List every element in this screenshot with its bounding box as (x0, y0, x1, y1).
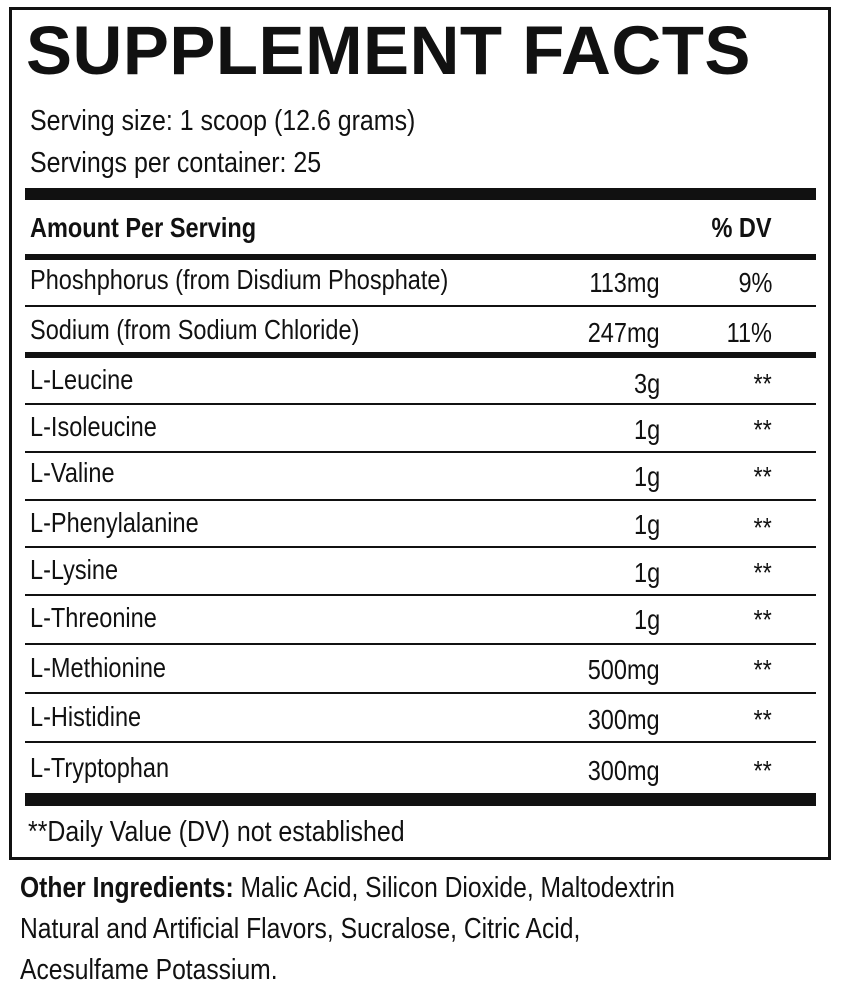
medium-divider-header (25, 254, 816, 260)
amino-acid-amount: 3g (633, 368, 660, 399)
amino-acid-amount: 300mg (588, 755, 660, 786)
dv-footnote: **Daily Value (DV) not established (28, 816, 405, 848)
dv-header: % DV (711, 212, 772, 243)
amino-acid-amount: 1g (633, 509, 660, 540)
amino-acid-amount: 1g (633, 604, 660, 635)
medium-divider-nutrients (25, 352, 816, 358)
ingredients-line-1 (20, 868, 802, 909)
ingredients-line-2: Natural and Artificial Flavors, Sucralose, Citric Acid, (20, 913, 581, 945)
nutrient-amount: 247mg (588, 317, 660, 348)
nutrient-dv: 9% (738, 267, 772, 298)
nutrient-name: Phoshphorus (from Disdium Phosphate) (30, 264, 449, 295)
row-divider (25, 499, 816, 501)
amount-per-serving-header: Amount Per Serving (30, 212, 257, 243)
amino-acid-dv: ** (753, 604, 772, 635)
amino-acid-dv: ** (753, 654, 772, 685)
nutrient-dv: 11% (726, 317, 772, 348)
amino-acid-name: L-Valine (30, 457, 115, 488)
amino-acid-name: L-Histidine (30, 701, 142, 732)
amino-acid-name: L-Phenylalanine (30, 507, 199, 538)
row-divider (25, 692, 816, 694)
amino-acid-amount: 300mg (588, 704, 660, 735)
amino-acid-amount: 1g (633, 414, 660, 445)
nutrient-name: Sodium (from Sodium Chloride) (30, 314, 360, 345)
amino-acid-name: L-Isoleucine (30, 411, 157, 442)
supplement-facts-panel (9, 7, 831, 860)
row-divider (25, 594, 816, 596)
amino-acid-name: L-Lysine (30, 554, 119, 585)
ingredients-line-3: Acesulfame Potassium. (20, 954, 278, 986)
row-divider (25, 305, 816, 307)
row-divider (25, 403, 816, 405)
other-ingredients (20, 868, 802, 991)
amino-acid-name: L-Methionine (30, 652, 166, 683)
amino-acid-dv: ** (753, 414, 772, 445)
amino-acid-dv: ** (753, 557, 772, 588)
amino-acid-dv: ** (753, 512, 772, 543)
amino-acid-name: L-Tryptophan (30, 752, 170, 783)
row-divider (25, 451, 816, 453)
amino-acid-dv: ** (753, 368, 772, 399)
amino-acid-amount: 500mg (588, 654, 660, 685)
row-divider (25, 643, 816, 645)
row-divider (25, 546, 816, 548)
amino-acid-amount: 1g (633, 461, 660, 492)
serving-size: Serving size: 1 scoop (12.6 grams) (30, 105, 416, 137)
thick-divider-top (25, 188, 816, 200)
amino-acid-amount: 1g (633, 557, 660, 588)
amino-acid-name: L-Threonine (30, 602, 157, 633)
amino-acid-dv: ** (753, 461, 772, 492)
amino-acid-dv: ** (753, 704, 772, 735)
nutrient-amount: 113mg (589, 267, 660, 298)
thick-divider-bottom (25, 793, 816, 806)
row-divider (25, 741, 816, 743)
panel-title: SUPPLEMENT FACTS (26, 12, 751, 89)
ingredients-label: Other Ingredients: (20, 872, 234, 904)
amino-acid-name: L-Leucine (30, 364, 134, 395)
amino-acid-dv: ** (753, 755, 772, 786)
ingredients-text: Malic Acid, Silicon Dioxide, Maltodextrin (233, 872, 675, 904)
servings-per-container: Servings per container: 25 (30, 147, 322, 179)
